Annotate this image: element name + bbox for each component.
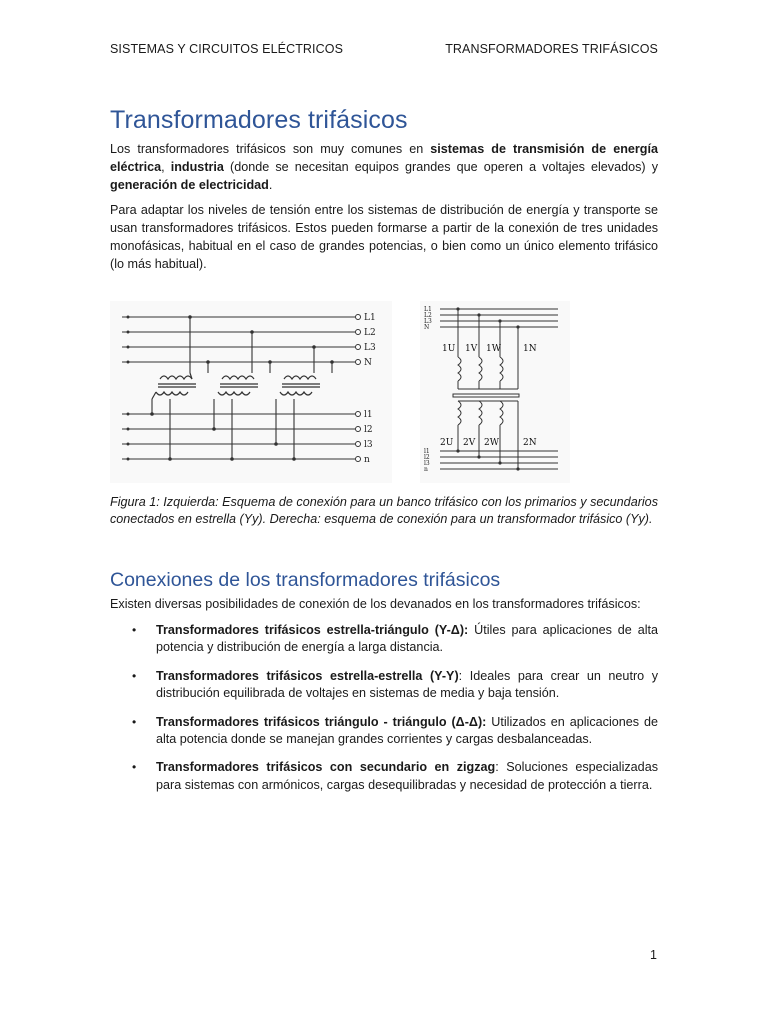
terminal-2N: 2N	[523, 437, 537, 448]
figure-1	[110, 301, 658, 483]
label-bottom-l3: l3	[424, 459, 430, 467]
figure-caption: Figura 1: Izquierda: Esquema de conexión para un banco trifásico con los primarios y secundarios conectados en estrella (Yy). Derecha: esquema de conexión para un transformador trifásico (Yy).	[110, 494, 658, 527]
list-item-text: Útiles para aplicaciones de alta potencia y distribución de energía a larga distancia.	[156, 622, 658, 655]
header-left: SISTEMAS Y CIRCUITOS ELÉCTRICOS	[110, 42, 344, 56]
label-N: N	[364, 357, 372, 368]
terminal-2V: 2V	[463, 437, 476, 448]
label-L2: L2	[364, 327, 376, 338]
page-title: Transformadores trifásicos	[110, 106, 408, 134]
bullet-icon: •	[132, 760, 137, 775]
intro-bold-3: generación de electricidad	[110, 177, 269, 192]
page-number: 1	[650, 948, 657, 962]
terminal-1U: 1U	[442, 343, 456, 354]
list-item	[110, 668, 658, 703]
section-intro: Existen diversas posibilidades de conexión de los devanados en los transformadores trifásicos:	[110, 597, 641, 612]
terminal-2U: 2U	[440, 437, 454, 448]
list-item-title: Transformadores trifásicos con secundario en zigzag	[156, 760, 496, 775]
page-content	[110, 106, 658, 805]
intro-text-1: Los transformadores trifásicos son muy comunes en	[110, 142, 431, 156]
label-l1: l1	[364, 409, 373, 420]
list-item-text: : Soluciones especializadas para sistemas con armónicos, cargas desequilibradas y necesidad de protección a tierra.	[156, 760, 658, 792]
label-l3: l3	[364, 439, 373, 450]
list-item-title: Transformadores trifásicos estrella-estrella (Y-Y)	[156, 668, 459, 683]
intro-text-3: (donde se necesitan equipos grandes que operen a voltajes elevados) y	[223, 159, 658, 174]
connection-types-list	[110, 622, 658, 794]
terminal-1V: 1V	[465, 343, 478, 354]
list-item	[110, 622, 658, 657]
page-header	[110, 42, 658, 56]
second-paragraph: Para adaptar los niveles de tensión entre los sistemas de distribución de energía y transporte se usan transformadores trifásicos. Estos pueden formarse a partir de la conexión de tres unidades monofásicas, habitual en el caso de grandes potencias, o bien como un único elemento trifásico (lo más habitual).	[110, 203, 658, 271]
bullet-icon: •	[132, 714, 137, 729]
list-item-text: : Ideales para crear un neutro y distribución equilibrada de voltajes en sistemas de media y baja tensión.	[156, 668, 658, 701]
label-n: n	[364, 454, 370, 465]
intro-bold-1: sistemas de transmisión de energía eléctrica	[110, 142, 658, 174]
label-top-L3: L3	[424, 317, 432, 325]
intro-bold-2: industria	[170, 159, 224, 174]
terminal-1W: 1W	[486, 343, 501, 354]
list-item-text: Utilizados en aplicaciones de alta potencia donde se manejan grandes corrientes y cargas desbalanceadas.	[156, 714, 658, 746]
label-bottom-l2: l2	[424, 453, 430, 461]
list-item	[110, 714, 658, 749]
section-title: Conexiones de los transformadores trifásicos	[110, 569, 501, 592]
intro-text-4: .	[268, 177, 273, 192]
list-item-title: Transformadores trifásicos estrella-triángulo (Y-Δ):	[156, 622, 469, 637]
label-top-L1: L1	[424, 305, 432, 313]
transformer-bank-diagram	[110, 301, 392, 483]
label-bottom-n: n	[424, 465, 428, 473]
terminal-2W: 2W	[484, 437, 499, 448]
list-item	[110, 759, 658, 794]
label-bottom-l1: l1	[424, 447, 430, 455]
list-item-title: Transformadores trifásicos triángulo - triángulo (Δ-Δ):	[156, 714, 487, 729]
intro-paragraph	[110, 141, 658, 194]
header-right: TRANSFORMADORES TRIFÁSICOS	[445, 42, 658, 56]
bullet-icon: •	[132, 622, 137, 637]
three-phase-transformer-diagram	[420, 301, 570, 483]
label-l2: l2	[364, 424, 373, 435]
label-L3: L3	[364, 342, 376, 353]
label-top-N: N	[424, 323, 430, 331]
label-L1: L1	[364, 312, 376, 323]
terminal-1N: 1N	[523, 343, 537, 354]
label-top-L2: L2	[424, 311, 432, 319]
bullet-icon: •	[132, 668, 137, 683]
intro-text-2: ,	[161, 159, 171, 174]
